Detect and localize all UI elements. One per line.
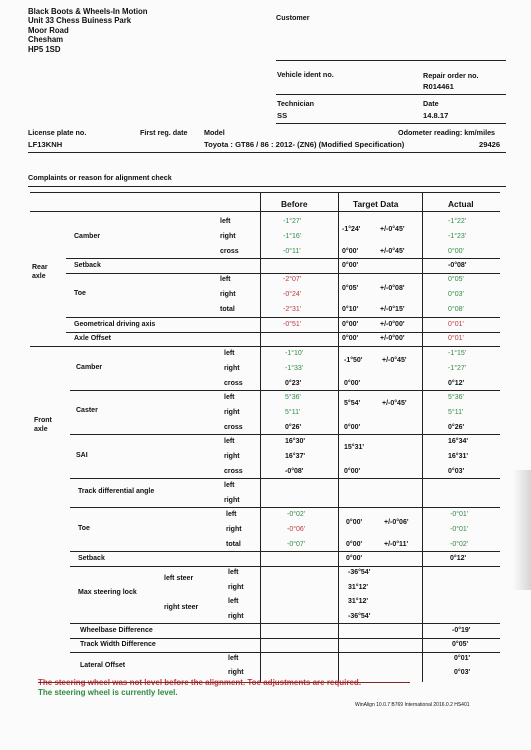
track-diff-right-label: right: [224, 497, 240, 504]
front-camber-target-cross: 0°00': [344, 380, 361, 387]
technician-divider: [276, 123, 506, 124]
track-width-diff-actual: 0°05': [452, 641, 469, 648]
front-toe-before-right: -0°06': [287, 526, 306, 533]
ls-left-target: -36°54': [348, 569, 371, 576]
rear-camber-actual-left: -1°22': [448, 218, 467, 225]
rear-camber-right-label: right: [220, 233, 236, 240]
lateral-left-label: left: [228, 655, 239, 662]
front-caster-cross-label: cross: [224, 424, 243, 431]
axle-offset-target: 0°00': [342, 335, 359, 342]
shop-address-line3: Chesham: [28, 35, 64, 45]
front-caster-before-right: 5°11': [285, 409, 301, 416]
geo-driving-axis-before: -0°51': [283, 321, 302, 328]
front-toe-left-label: left: [226, 511, 237, 518]
sai-before-left: 16°30': [285, 438, 306, 445]
lateral-actual-left: 0°01': [454, 655, 471, 662]
front-camber-tolerance: +/-0°45': [382, 357, 407, 364]
steering-wheel-note-before: The steering wheel was not level before the alignment. Toe adjustments are required.: [38, 678, 362, 687]
repair-order-value: R014461: [423, 82, 454, 91]
front-toe-before-left: -0°02': [287, 511, 306, 518]
rear-camber-before-cross: -0°11': [283, 248, 301, 255]
strike-line: [38, 682, 410, 683]
rear-camber-actual-right: -1°23': [448, 233, 467, 240]
rear-toe-before-left: -2°07': [283, 276, 302, 283]
col-before-header: Before: [281, 199, 308, 209]
shop-address: [28, 7, 148, 54]
odometer-value: 29426: [479, 140, 501, 149]
grid-hline: [70, 638, 500, 639]
grid-hline-top: [30, 192, 500, 193]
front-caster-before-cross: 0°26': [285, 424, 302, 431]
front-toe-target-total: 0°00': [346, 541, 363, 548]
shop-address-line2: Moor Road: [28, 25, 69, 35]
wheelbase-diff-actual: -0°19': [452, 627, 471, 634]
technician-label: Technician: [277, 99, 315, 108]
rear-toe-target-total: 0°10': [342, 306, 359, 313]
front-caster-actual-cross: 0°26': [448, 424, 465, 431]
front-caster-right-label: right: [224, 409, 240, 416]
grid-hline: [66, 258, 500, 259]
front-camber-before-left: -1°10': [285, 350, 304, 357]
grid-hline: [70, 390, 500, 391]
sai-right-label: right: [224, 453, 240, 460]
geo-driving-axis-target: 0°00': [342, 321, 359, 328]
rear-setback-target: 0°00': [342, 262, 359, 269]
max-steering-lock-label: Max steering lock: [78, 589, 137, 596]
geo-driving-axis-actual: 0°01': [448, 321, 464, 328]
front-caster-target-cross: 0°00': [344, 424, 361, 431]
shop-address-line1: Unit 33 Chess Buiness Park: [28, 16, 132, 26]
front-camber-actual-right: -1°27': [448, 365, 467, 372]
vehicle-divider: [276, 94, 506, 95]
sai-actual-cross: 0°03': [448, 468, 465, 475]
left-steer-label: left steer: [164, 575, 194, 582]
rear-toe-label: Toe: [74, 290, 86, 297]
rear-camber-left-label: left: [220, 218, 231, 225]
rear-toe-before-right: -0°24': [283, 291, 302, 298]
first-reg-label: First reg. date: [140, 128, 188, 137]
sai-label: SAI: [76, 452, 88, 459]
sai-target-cross: 0°00': [344, 468, 361, 475]
front-camber-target: -1°50': [344, 357, 363, 364]
vehicle-info-divider: [28, 152, 506, 153]
grid-vline-before-left: [260, 192, 261, 682]
grid-hline: [70, 652, 500, 653]
rear-camber-actual-cross: 0°00': [448, 248, 464, 255]
track-diff-left-label: left: [224, 482, 235, 489]
repair-order-label: Repair order no.: [423, 71, 479, 80]
rear-toe-actual-right: 0°03': [448, 291, 464, 298]
front-caster-tolerance: +/-0°45': [382, 400, 407, 407]
complaints-divider: [28, 186, 506, 187]
rs-right-target: -36°54': [348, 613, 371, 620]
grid-hline: [70, 551, 500, 552]
axle-offset-actual: 0°01': [448, 335, 464, 342]
front-camber-actual-left: -1°15': [448, 350, 467, 357]
grid-hline: [70, 566, 500, 567]
front-camber-label: Camber: [76, 364, 103, 371]
track-width-diff-label: Track Width Difference: [80, 641, 156, 648]
page-edge-shadow: [513, 470, 531, 590]
sai-target: 15°31': [344, 444, 365, 451]
rear-toe-target-total-tol: +/-0°15': [380, 306, 405, 313]
rear-axle-label: Rear axle: [32, 264, 48, 280]
front-caster-left-label: left: [224, 394, 235, 401]
front-toe-total-label: total: [226, 541, 241, 548]
grid-hline: [66, 332, 500, 333]
rear-camber-cross-label: cross: [220, 248, 239, 255]
rear-setback-label: Setback: [74, 262, 101, 269]
lateral-right-label: right: [228, 669, 244, 676]
front-setback-label: Setback: [78, 555, 105, 562]
complaints-label: Complaints or reason for alignment check: [28, 173, 172, 182]
rear-camber-label: Camber: [74, 233, 101, 240]
shop-name: Black Boots & Wheels-In Motion: [28, 7, 148, 16]
alignment-table: [30, 192, 500, 682]
grid-hline: [70, 478, 500, 479]
rear-toe-total-label: total: [220, 306, 235, 313]
customer-divider: [276, 60, 506, 61]
front-toe-right-label: right: [226, 526, 242, 533]
front-camber-actual-cross: 0°12': [448, 380, 465, 387]
license-label: License plate no.: [28, 128, 87, 137]
wheelbase-diff-label: Wheelbase Difference: [80, 627, 153, 634]
lateral-offset-label: Lateral Offset: [80, 662, 126, 669]
grid-hline: [70, 623, 500, 624]
rear-toe-actual-total: 0°08': [448, 306, 464, 313]
ls-right-target: 31°12': [348, 584, 369, 591]
rear-camber-tolerance: +/-0°45': [380, 226, 405, 233]
rear-camber-target: -1°24': [342, 226, 361, 233]
lateral-actual-right: 0°03': [454, 669, 471, 676]
front-toe-actual-total: -0°02': [450, 541, 469, 548]
software-version: WinAlign 10.0.7 B769 International 2016.0.2 HS401: [355, 702, 470, 708]
date-label: Date: [423, 99, 439, 108]
front-caster-label: Caster: [76, 407, 98, 414]
sai-cross-label: cross: [224, 468, 243, 475]
rear-toe-before-total: -2°31': [283, 306, 302, 313]
front-caster-target: 5°54': [344, 400, 361, 407]
geo-driving-axis-label: Geometrical driving axis: [74, 321, 156, 328]
front-camber-before-cross: 0°23': [285, 380, 302, 387]
grid-vline-target-left: [338, 192, 339, 682]
grid-hline: [66, 317, 500, 318]
grid-hline: [66, 273, 500, 274]
date-value: 14.8.17: [423, 111, 449, 120]
model-label: Model: [204, 128, 225, 137]
rear-camber-target-cross: 0°00': [342, 248, 359, 255]
rear-camber-before-left: -1°27': [283, 218, 302, 225]
front-toe-label: Toe: [78, 525, 90, 532]
vehicle-ident-label: Vehicle ident no.: [277, 70, 334, 79]
front-camber-right-label: right: [224, 365, 240, 372]
ls-left-label: left: [228, 569, 239, 576]
rear-camber-target-cross-tol: +/-0°45': [380, 248, 405, 255]
rear-toe-tolerance: +/-0°08': [380, 285, 405, 292]
rear-camber-before-right: -1°16': [283, 233, 302, 240]
rs-right-label: right: [228, 613, 244, 620]
license-value: LF13KNH: [28, 140, 63, 149]
front-toe-tolerance: +/-0°06': [384, 519, 409, 526]
front-setback-target: 0°00': [346, 555, 363, 562]
geo-driving-axis-tol: +/-0°00': [380, 321, 405, 328]
shop-address-line4: HP5 1SD: [28, 44, 61, 54]
front-caster-before-left: 5°36': [285, 394, 301, 401]
grid-hline: [70, 507, 500, 508]
axle-offset-label: Axle Offset: [74, 335, 111, 342]
col-actual-header: Actual: [448, 199, 474, 209]
rear-toe-right-label: right: [220, 291, 236, 298]
front-setback-actual: 0°12': [450, 555, 467, 562]
front-caster-actual-left: 5°36': [448, 394, 464, 401]
right-steer-label: right steer: [164, 604, 199, 611]
rear-setback-actual: -0°08': [448, 262, 467, 269]
sai-actual-right: 16°31': [448, 453, 469, 460]
grid-hline-header: [30, 211, 500, 212]
front-toe-target-total-tol: +/-0°11': [384, 541, 409, 548]
sai-actual-left: 16°34': [448, 438, 469, 445]
technician-value: SS: [277, 111, 288, 120]
axle-offset-tol: +/-0°00': [380, 335, 405, 342]
customer-label: Customer: [276, 13, 310, 22]
rear-toe-target: 0°05': [342, 285, 359, 292]
col-target-header: Target Data: [353, 199, 399, 209]
ls-right-label: right: [228, 584, 244, 591]
sai-before-cross: -0°08': [285, 468, 304, 475]
grid-vline-actual-left: [422, 192, 423, 682]
model-value: Toyota : GT86 / 86 : 2012- (ZN6) (Modified Specification): [204, 140, 405, 149]
front-axle-label: Front axle: [34, 417, 52, 433]
rs-left-label: left: [228, 598, 239, 605]
steering-wheel-note-after: The steering wheel is currently level.: [38, 688, 178, 697]
odometer-label: Odometer reading: km/miles: [398, 128, 496, 137]
rear-toe-actual-left: 0°05': [448, 276, 464, 283]
sai-left-label: left: [224, 438, 235, 445]
front-toe-before-total: -0°07': [287, 541, 306, 548]
front-camber-left-label: left: [224, 350, 235, 357]
sai-before-right: 16°37': [285, 453, 306, 460]
front-caster-actual-right: 5°11': [448, 409, 464, 416]
front-toe-target: 0°00': [346, 519, 363, 526]
front-toe-actual-right: -0°01': [450, 526, 469, 533]
front-camber-cross-label: cross: [224, 380, 243, 387]
rear-toe-left-label: left: [220, 276, 231, 283]
grid-hline: [70, 434, 500, 435]
grid-hline-axle-split: [30, 346, 500, 347]
rs-left-target: 31°12': [348, 598, 369, 605]
track-diff-angle-label: Track differential angle: [78, 488, 155, 495]
front-toe-actual-left: -0°01': [450, 511, 469, 518]
front-camber-before-right: -1°33': [285, 365, 304, 372]
